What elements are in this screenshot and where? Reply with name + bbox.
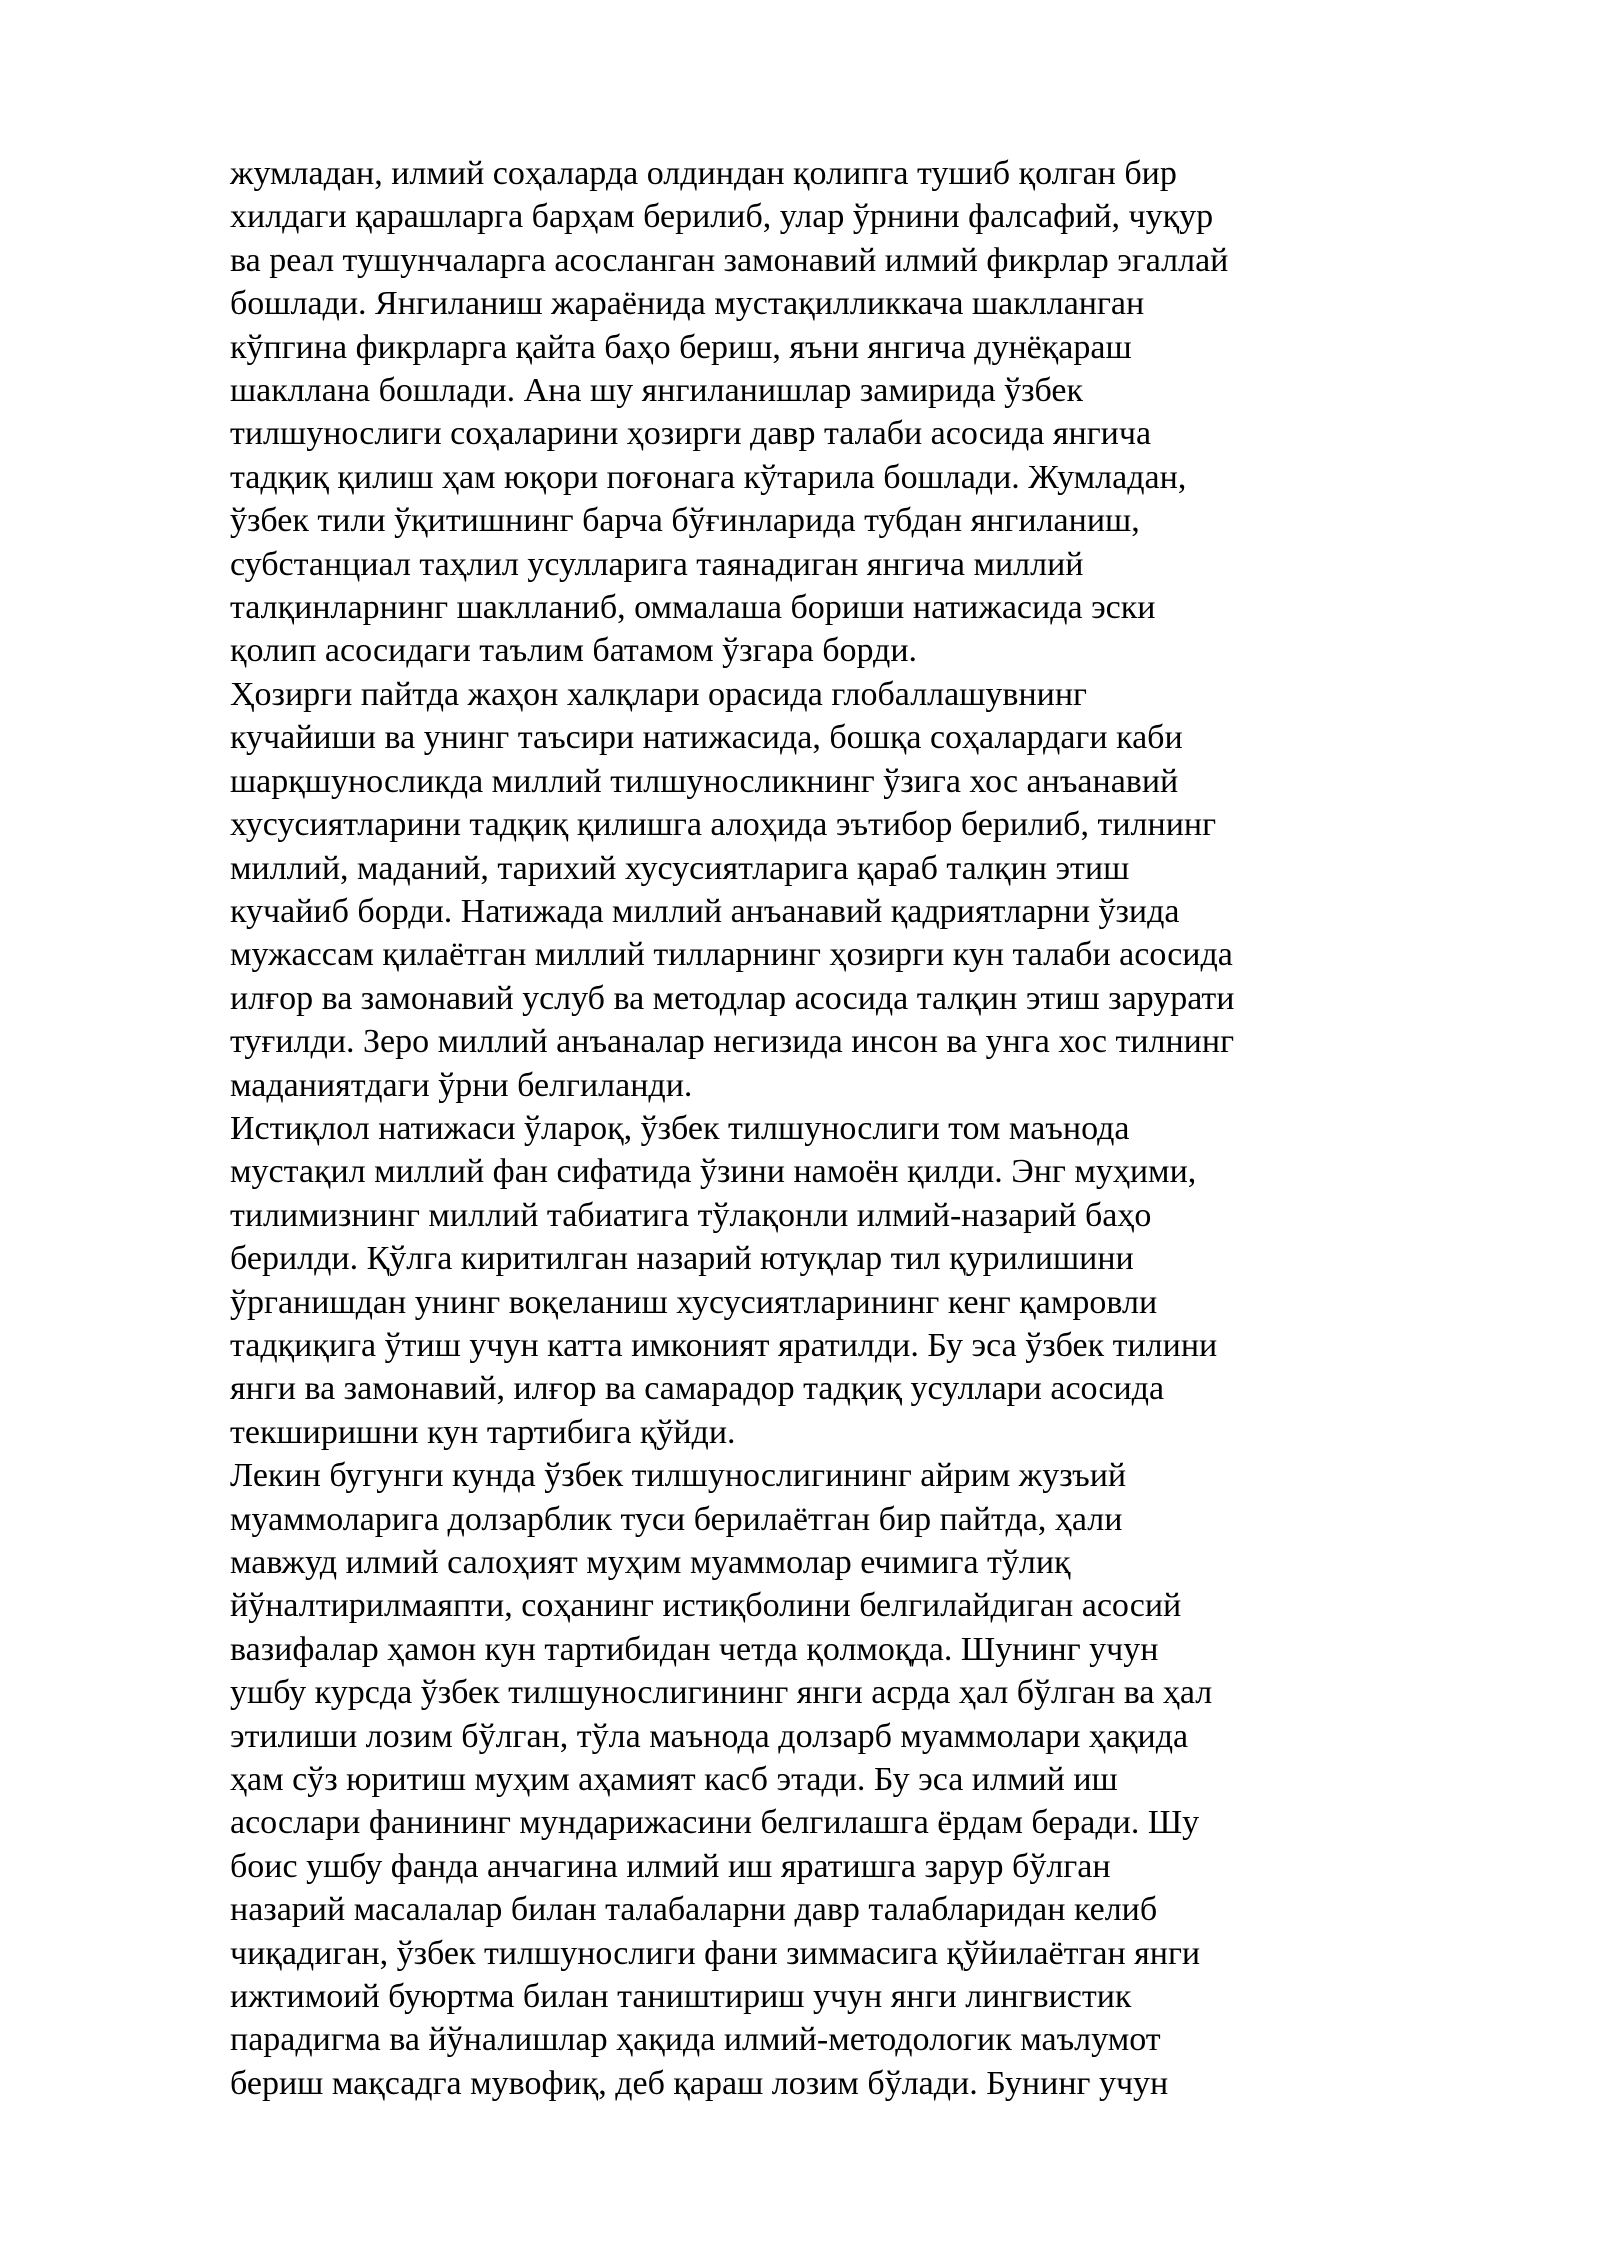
text-line: кучайиши ва унинг таъсири натижасида, бошқа соҳалардаги каби (230, 719, 1183, 757)
text-line: назарий масалалар билан талабаларни давр талабларидан келиб (230, 1891, 1158, 1929)
text-line: талқинларнинг шаклланиб, оммалаша бориши натижасида эски (230, 589, 1156, 627)
text-line: мужассам қилаётган миллий тилларнинг ҳозирги кун талаби асосида (230, 936, 1233, 974)
text-line: тадқиқ қилиш ҳам юқори поғонага кўтарила бошлади. Жумладан, (230, 458, 1187, 496)
text-line: Истиқлол натижаси ўлароқ, ўзбек тилшунослиги том маънода (230, 1109, 1130, 1147)
text-line: бошлади. Янгиланиш жараёнида мустақилликкача шаклланган (230, 285, 1145, 323)
text-line: чиқадиган, ўзбек тилшунослиги фани зиммасига қўйилаётган янги (230, 1934, 1201, 1972)
text-line: берилди. Қўлга киритилган назарий ютуқлар тил қурилишини (230, 1240, 1134, 1278)
text-line: асослари фанининг мундарижасини белгилашга ёрдам беради. Шу (230, 1804, 1200, 1842)
text-line: миллий, маданий, тарихий хусусиятларига қараб талқин этиш (230, 849, 1130, 887)
text-line: ҳам сўз юритиш муҳим аҳамият касб этади. Бу эса илмий иш (230, 1761, 1118, 1799)
text-line: вазифалар ҳамон кун тартибидан четда қолмоқда. Шунинг учун (230, 1630, 1159, 1668)
text-line: мавжуд илмий салоҳият муҳим муаммолар ечимига тўлиқ (230, 1544, 1071, 1581)
text-line: текширишни кун тартибига қўйди. (230, 1413, 736, 1451)
text-line: маданиятдаги ўрни белгиланди. (230, 1066, 693, 1104)
text-line: тилимизнинг миллий табиатига тўлақонли илмий-назарий баҳо (230, 1196, 1152, 1234)
text-line: кўпгина фикрларга қайта баҳо бериш, яъни янгича дунёқараш (230, 328, 1132, 366)
text-line: парадигма ва йўналишлар ҳақида илмий-методологик маълумот (230, 2021, 1161, 2059)
text-line: субстанциал таҳлил усулларига таянадиган янгича миллий (230, 545, 1084, 583)
text-line: кучайиб борди. Натижада миллий анъанавий қадриятларни ўзида (230, 892, 1180, 930)
text-line: илғор ва замонавий услуб ва методлар асосида талқин этиш зарурати (230, 979, 1235, 1017)
text-line: тадқиқига ўтиш учун катта имконият яратилди. Бу эса ўзбек тилини (230, 1326, 1218, 1364)
text-line: муаммоларига долзарблик туси берилаётган бир пайтда, ҳали (230, 1500, 1123, 1538)
text-line: ижтимоий буюртма билан таништириш учун янги лингвистик (230, 1978, 1132, 2016)
text-line: Ҳозирги пайтда жаҳон халқлари орасида глобаллашувнинг (230, 675, 1087, 713)
text-line: туғилди. Зеро миллий анъаналар негизида инсон ва унга хос тилнинг (230, 1023, 1235, 1061)
document-text (230, 152, 1370, 2105)
text-line: ўрганишдан унинг воқеланиш хусусиятларининг кенг қамровли (230, 1283, 1158, 1321)
text-line: мустақил миллий фан сифатида ўзини намоён қилди. Энг муҳими, (230, 1153, 1197, 1191)
text-line: қолип асосидаги таълим батамом ўзгара борди. (230, 632, 918, 670)
text-line: этилиши лозим бўлган, тўла маънода долзарб муаммолари ҳақида (230, 1717, 1189, 1755)
text-line: йўналтирилмаяпти, соҳанинг истиқболини белгилайдиган асосий (230, 1587, 1182, 1625)
text-line: Лекин бугунги кунда ўзбек тилшунослигининг айрим жузъий (230, 1457, 1127, 1495)
text-line: шакллана бошлади. Ана шу янгиланишлар замирида ўзбек (230, 372, 1084, 410)
text-line: ўзбек тили ўқитишнинг барча бўғинларида тубдан янгиланиш, (230, 502, 1140, 540)
text-line: шарқшуносликда миллий тилшуносликнинг ўзига хос анъанавий (230, 762, 1179, 800)
text-line: бериш мақсадга мувофиқ, деб қараш лозим бўлади. Бунинг учун (230, 2064, 1169, 2102)
text-line: ушбу курсда ўзбек тилшунослигининг янги асрда ҳал бўлган ва ҳал (230, 1674, 1213, 1712)
text-line: тилшунослиги соҳаларини ҳозирги давр талаби асосида янгича (230, 415, 1152, 453)
text-line: ва реал тушунчаларга асосланган замонавий илмий фикрлар эгаллай (230, 241, 1229, 279)
text-line: жумладан, илмий соҳаларда олдиндан қолипга тушиб қолган бир (230, 155, 1177, 192)
text-line: хилдаги қарашларга барҳам берилиб, улар ўрнини фалсафий, чуқур (230, 198, 1214, 236)
text-line: янги ва замонавий, илғор ва самарадор тадқиқ усуллари асосида (230, 1370, 1165, 1408)
text-line: хусусиятларини тадқиқ қилишга алоҳида эътибор берилиб, тилнинг (230, 806, 1217, 844)
text-line: боис ушбу фанда анчагина илмий иш яратишга зарур бўлган (230, 1847, 1111, 1885)
